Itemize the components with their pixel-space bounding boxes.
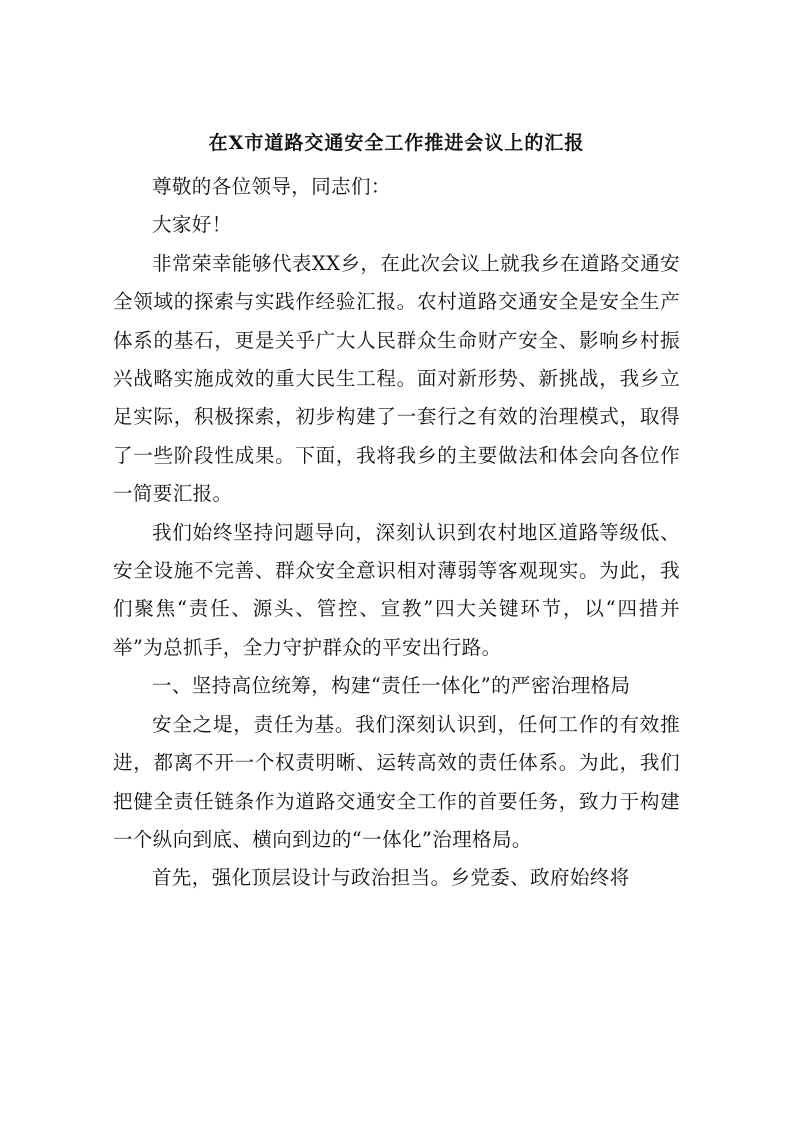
section-1-paragraph: 安全之堤，责任为基。我们深刻认识到，任何工作的有效推进，都离不开一个权责明晰、运转高效的责任体系。为此，我们把健全责任链条作为道路交通安全工作的首要任务，致力于构建一个纵向到底、横向到边的“一体化”治理格局。 (113, 712, 680, 851)
overview-paragraph: 我们始终坚持问题导向，深刻认识到农村地区道路等级低、安全设施不完善、群众安全意识相对薄弱等客观现实。为此，我们聚焦“责任、源头、管控、宣教”四大关键环节，以“四措并举”为总抓手，全力守护群众的平安出行路。 (113, 520, 680, 659)
document-title: 在X市道路交通安全工作推进会议上的汇报 (208, 132, 585, 154)
first-measure-paragraph: 首先，强化顶层设计与政治担当。乡党委、政府始终将 (152, 866, 630, 890)
document-body (113, 168, 680, 898)
greeting-paragraph: 大家好！ (152, 213, 232, 237)
section-heading-1: 一、坚持高位统筹，构建“责任一体化”的严密治理格局 (152, 674, 631, 698)
intro-paragraph: 非常荣幸能够代表XX乡，在此次会议上就我乡在道路交通安全领域的探索与实践作经验汇报。农村道路交通安全是安全生产体系的基石，更是关乎广大人民群众生命财产安全、影响乡村振兴战略实施成效的重大民生工程。面对新形势、新挑战，我乡立足实际，积极探索，初步构建了一套行之有效的治理模式，取得了一些阶段性成果。下面，我将我乡的主要做法和体会向各位作一简要汇报。 (113, 251, 680, 506)
salutation-paragraph: 尊敬的各位领导，同志们： (152, 175, 391, 198)
